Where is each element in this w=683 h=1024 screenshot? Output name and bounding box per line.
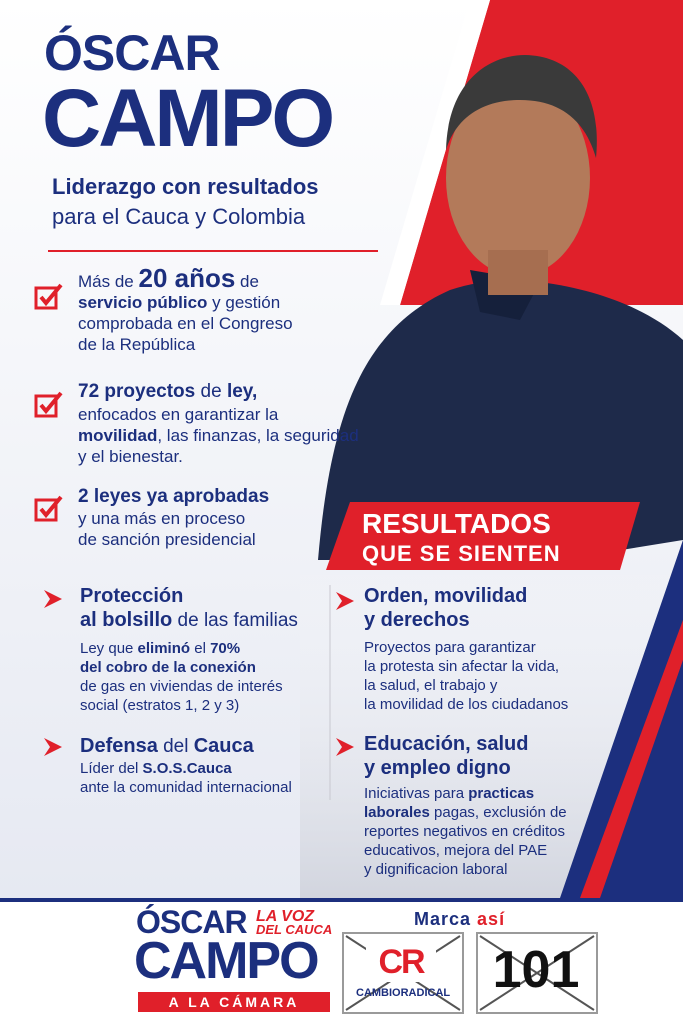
bullet-2: 72 proyectos de ley, enfocados en garantizar la movilidad, las finanzas, la seguridad y el bienestar.: [78, 381, 359, 466]
a-la-camara-label: A LA CÁMARA: [138, 992, 330, 1012]
banner-title-line1: RESULTADOS: [362, 508, 551, 539]
tagline-line1: Liderazgo con resultados: [52, 174, 319, 199]
bullet-1: Más de 20 años de servicio público y gestión comprobada en el Congreso de la República: [78, 263, 293, 354]
chevron-right-icon: [42, 736, 64, 758]
section-defensa: Defensa del Cauca Líder del S.O.S.Cauca ante la comunidad internacional: [80, 735, 292, 796]
ballot-number: 101: [492, 941, 580, 999]
banner-title-line2: QUE SE SIENTEN: [362, 541, 561, 566]
bullet-3: 2 leyes ya aprobadas y una más en proceso de sanción presidencial: [78, 486, 270, 549]
footer-top-line: [0, 898, 683, 902]
tagline-line2: para el Cauca y Colombia: [52, 204, 306, 229]
footer-last-name: CAMPO: [134, 932, 318, 990]
chevron-right-icon: [334, 736, 356, 758]
chevron-right-icon: [334, 590, 356, 612]
header-divider: [48, 250, 378, 252]
checkbox-check-icon: [34, 390, 64, 420]
section-educacion: Educación, salud y empleo digno Iniciativas para practicas laborales pagas, exclusión de reportes negativos en créditos educativos, mejora del PAE y dignificacion laboral: [364, 733, 567, 878]
party-logo: CR: [366, 942, 436, 982]
slogan: LA VOZ DEL CAUCA: [256, 908, 333, 937]
candidate-last-name: CAMPO: [42, 73, 333, 164]
marca-asi-label: Marca así: [414, 909, 506, 929]
candidate-first-name: ÓSCAR: [44, 25, 220, 81]
footer-first-name: ÓSCAR: [136, 904, 247, 940]
checkbox-check-icon: [34, 282, 64, 312]
section-proteccion: Protección al bolsillo de las familias Ley que eliminó el 70% del cobro de la conexión de gas en viviendas de interés social (estratos 1, 2 y 3): [80, 585, 298, 714]
section-orden: Orden, movilidad y derechos Proyectos para garantizar la protesta sin afectar la vida, la salud, el trabajo y la movilidad de los ciudadanos: [364, 585, 569, 713]
checkbox-check-icon: [34, 494, 64, 524]
party-name: CAMBIORADICAL: [356, 987, 451, 999]
chevron-right-icon: [42, 588, 64, 610]
